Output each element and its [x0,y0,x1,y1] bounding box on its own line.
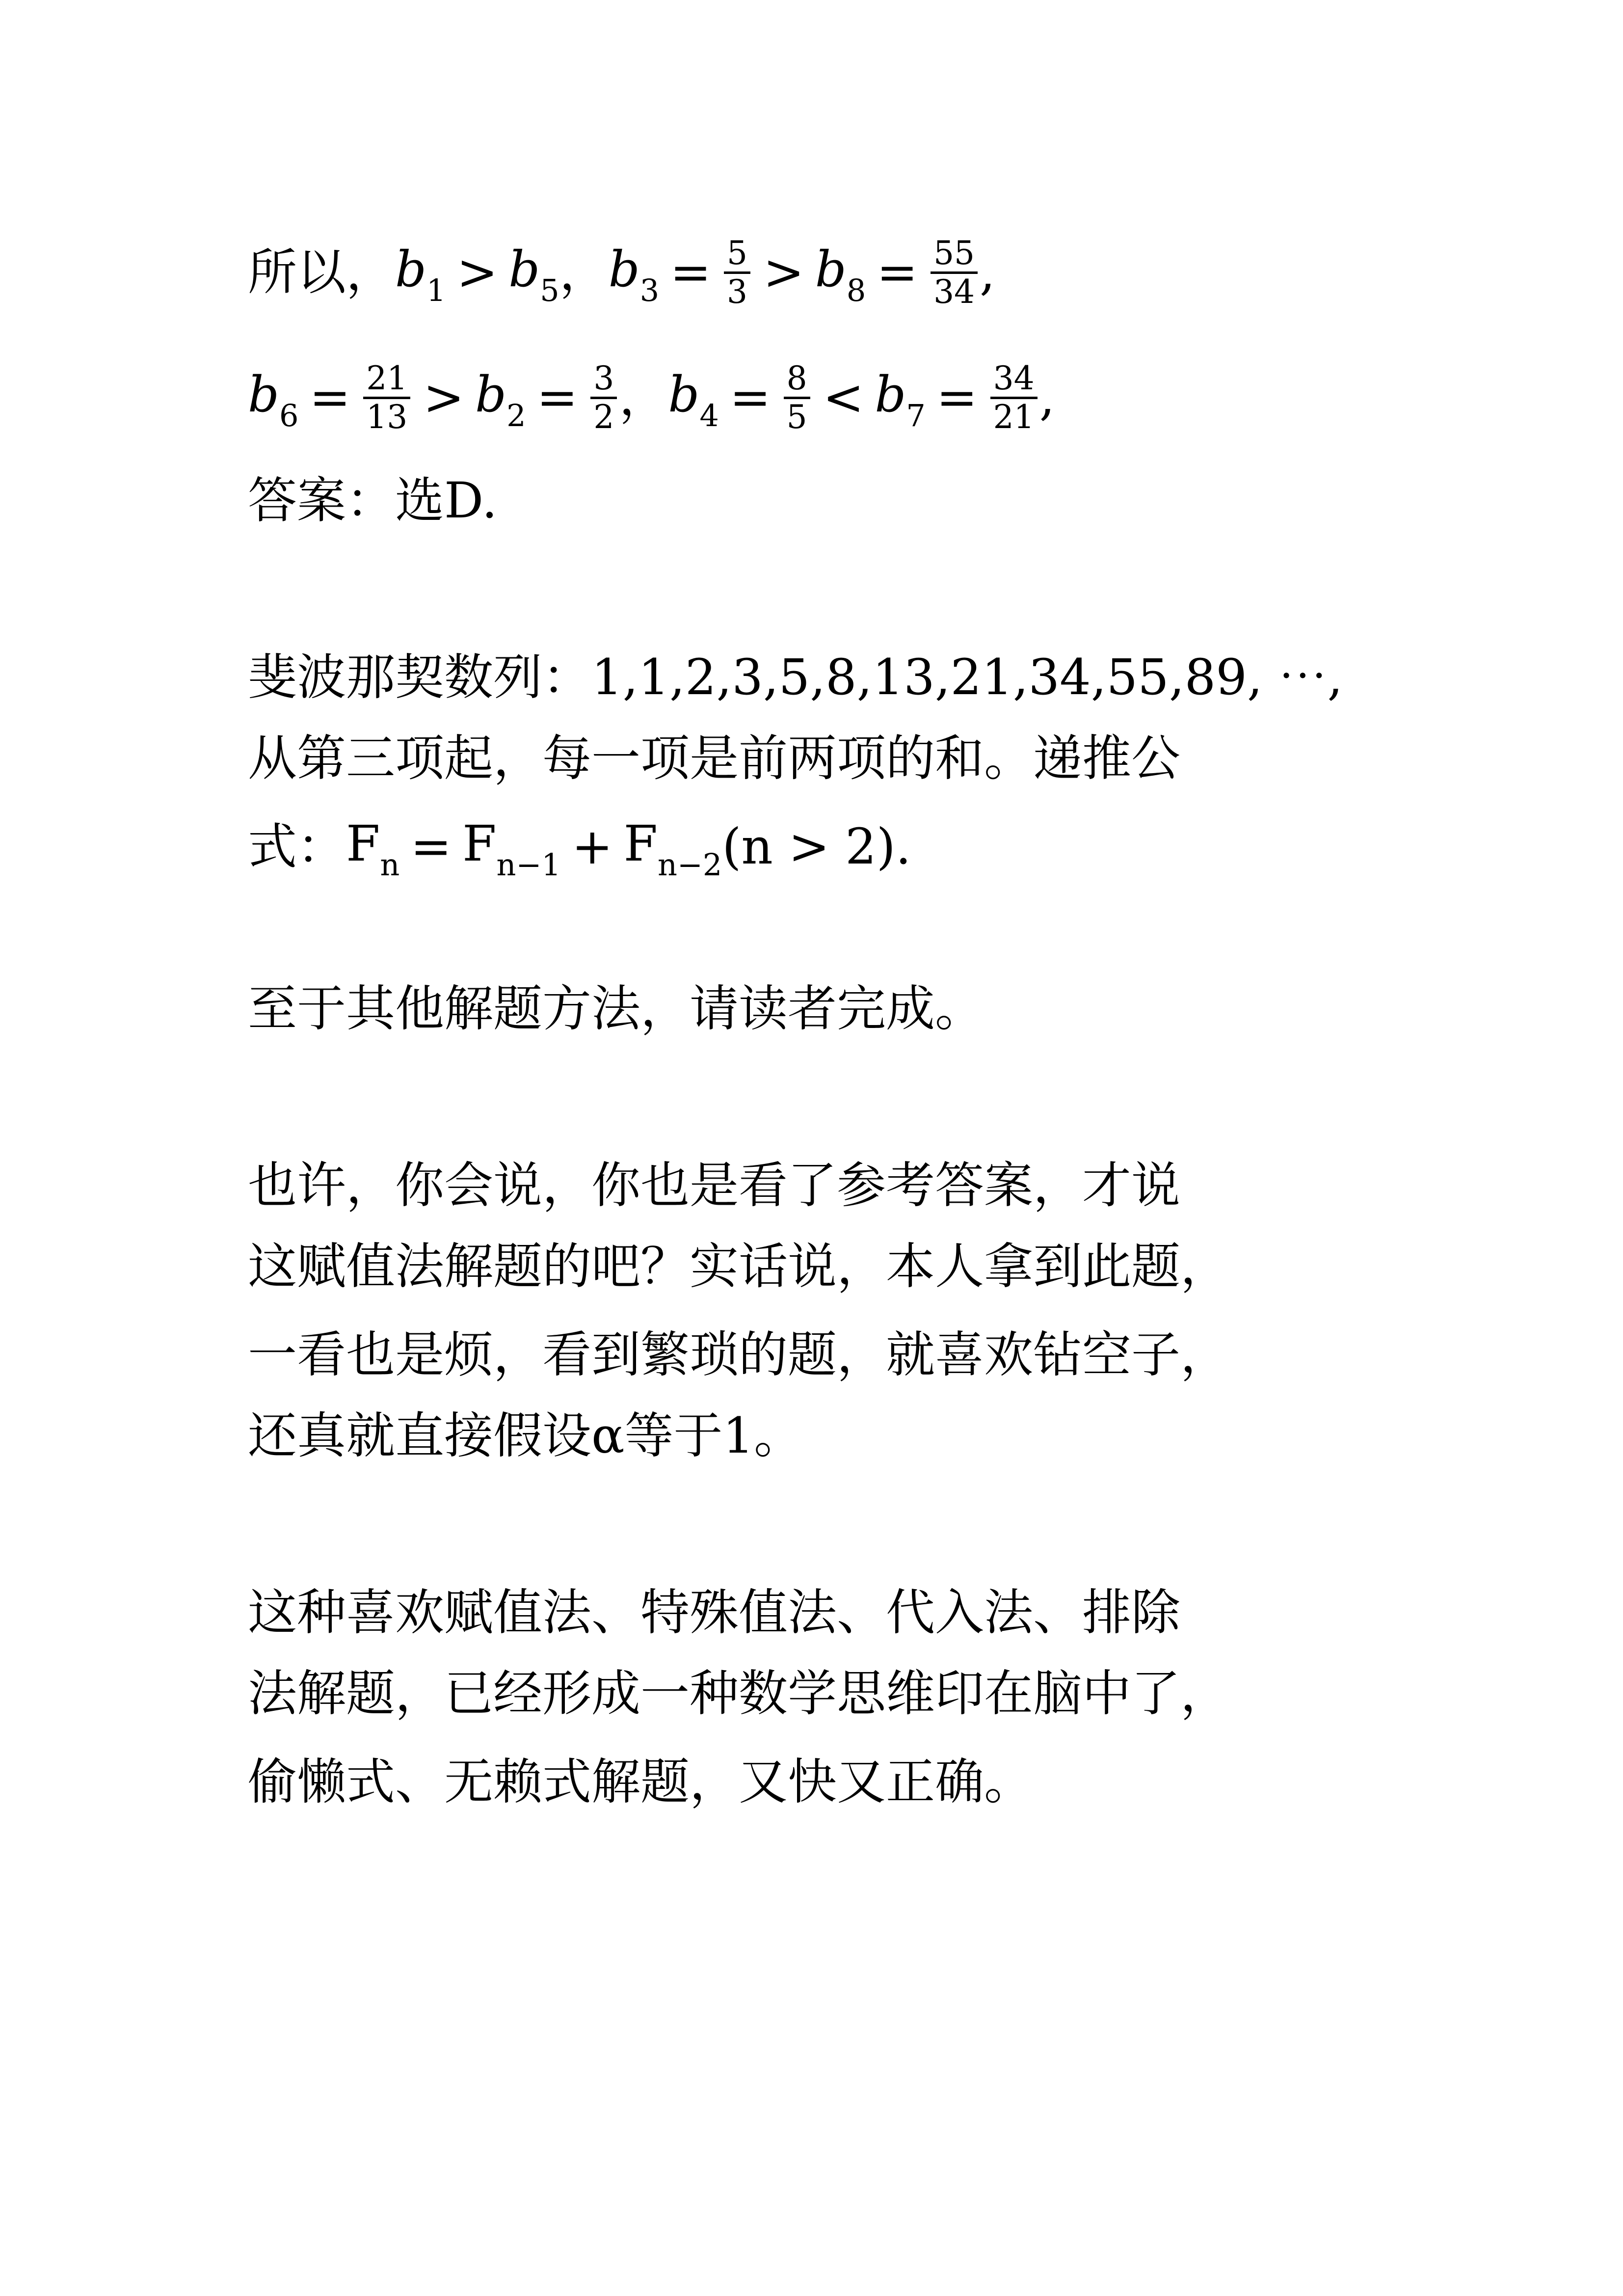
variable-subscript: n−2 [658,846,722,883]
text-line [248,452,497,550]
math-operator: = [536,369,578,426]
math-variable [395,220,446,325]
text-run: 这种喜欢赋值法、特殊值法、代入法、排除 [248,1584,1180,1641]
variable-symbol: F [462,814,497,872]
math-variable [508,220,559,325]
text-run: 法解题，已经形成一种数学思维印在脑中了， [248,1665,1229,1722]
text-line [248,349,1055,447]
variable-symbol: b [815,240,847,298]
variable-symbol: F [623,814,658,872]
fraction-denominator: 13 [366,398,408,436]
fraction [784,360,810,435]
fraction [724,235,750,310]
variable-symbol: b [508,240,540,298]
text-line [248,798,911,896]
math-variable [462,795,561,899]
text-line [248,223,995,322]
fraction [931,235,978,310]
variable-subscript: 5 [540,272,559,308]
fraction-denominator: 5 [786,398,807,436]
variable-subscript: n [380,846,400,883]
text-run: (n > 2). [722,818,911,875]
text-run: , [1039,369,1055,426]
text-run: 一看也是烦，看到繁琐的题，就喜欢钻空子， [248,1326,1229,1383]
math-operator: = [410,818,452,875]
variable-symbol: b [475,365,507,423]
math-operator: > [456,243,498,301]
fraction-numerator: 8 [784,360,810,399]
variable-subscript: 1 [426,272,446,308]
text-run: 也许，你会说，你也是看了参考答案，才说 [248,1157,1180,1214]
variable-symbol: b [875,365,906,423]
text-run: 斐波那契数列：1,1,2,3,5,8,13,21,34,55,89, ⋯, [248,648,1343,706]
variable-subscript: n−1 [496,846,561,883]
math-variable [609,220,659,325]
math-variable [815,220,866,325]
variable-subscript: 7 [906,397,926,433]
fraction-denominator: 34 [933,272,975,311]
text-run: ， [559,243,609,301]
variable-subscript: 4 [699,397,719,433]
math-variable [475,346,526,450]
fraction [990,360,1038,435]
fraction-denominator: 3 [727,272,747,311]
math-operator: < [823,369,864,426]
text-run: 从第三项起，每一项是前两项的和。递推公 [248,729,1180,787]
text-line [248,1733,1033,1831]
text-run: 式： [248,818,346,875]
math-operator: > [763,243,804,301]
variable-symbol: b [248,365,280,423]
math-operator: = [670,243,711,301]
math-operator: = [936,369,978,426]
math-operator: = [309,369,351,426]
fraction-denominator: 2 [593,398,614,436]
variable-subscript: 8 [846,272,866,308]
variable-subscript: 2 [506,397,526,433]
math-variable [248,346,298,450]
variable-symbol: b [395,240,427,298]
math-operator: = [877,243,918,301]
variable-symbol: b [668,365,700,423]
math-variable [668,346,718,450]
text-run: 至于其他解题方法，请读者完成。 [248,980,984,1037]
text-run: 偷懒式、无赖式解题，又快又正确。 [248,1753,1033,1810]
variable-symbol: b [608,240,640,298]
text-line [248,1217,1229,1316]
text-run: 答案：选D. [248,472,498,529]
fraction [363,360,410,435]
fraction-numerator: 34 [990,360,1038,399]
variable-subscript: 3 [639,272,660,308]
text-line [248,709,1180,808]
text-line [248,1387,803,1485]
text-run: 所以， [248,243,395,301]
variable-subscript: 6 [279,397,299,433]
text-run: 这赋值法解题的吧？实话说，本人拿到此题， [248,1238,1229,1295]
text-line [248,960,984,1058]
text-run: , [980,243,995,301]
text-run: ， [619,369,668,426]
text-run: 还真就直接假设α等于1。 [248,1407,803,1464]
math-variable [624,795,722,899]
variable-symbol: F [346,814,380,872]
fraction-denominator: 21 [993,398,1035,436]
math-variable [346,795,399,899]
math-operator: > [423,369,465,426]
fraction-numerator: 3 [590,360,617,399]
math-variable [875,346,925,450]
math-operator: + [571,818,613,875]
fraction [590,360,617,435]
fraction-numerator: 5 [724,235,750,274]
math-operator: = [729,369,771,426]
text-line [248,1645,1229,1743]
fraction-numerator: 55 [931,235,978,274]
fraction-numerator: 21 [363,360,410,399]
